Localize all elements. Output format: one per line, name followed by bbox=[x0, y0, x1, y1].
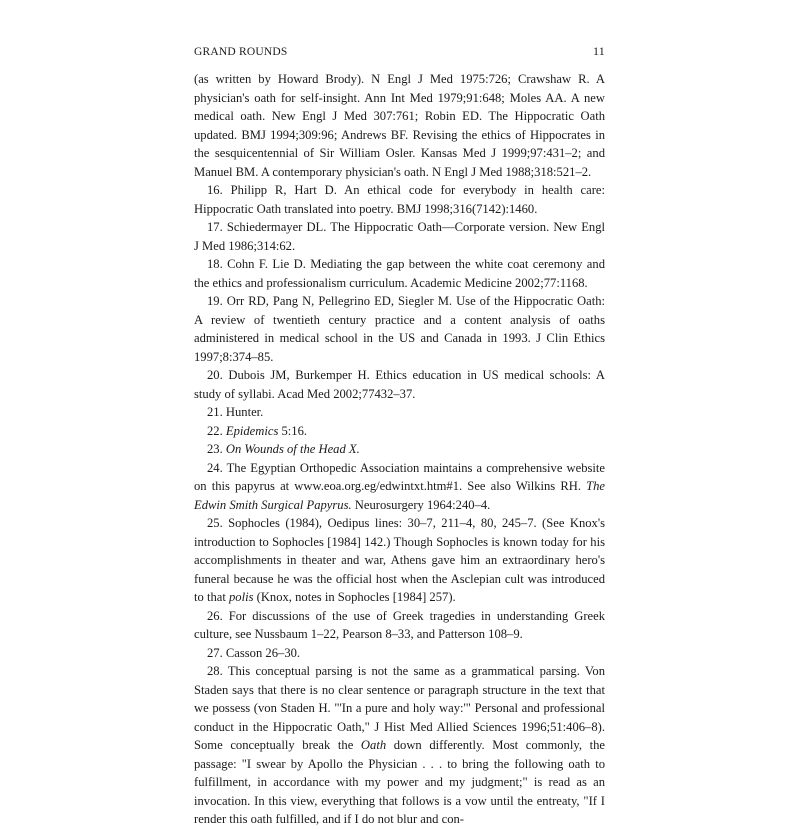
note-24-text-end: Neurosurgery 1964:240–4. bbox=[351, 497, 491, 512]
note-22-text: 5:16. bbox=[278, 423, 308, 438]
note-19: 19. Orr RD, Pang N, Pellegrino ED, Siegler M. Use of the Hippocratic Oath: A review of twentieth century practice and a content analysis of oaths administered in medical school in the US and Canada in 1993. J Clin Ethics 1997;8:374–85. bbox=[194, 294, 605, 364]
book-page bbox=[194, 44, 605, 829]
note-22-number: 22. bbox=[207, 423, 226, 438]
note-28 bbox=[194, 662, 605, 829]
note-24-text: 24. The Egyptian Orthopedic Association maintains a comprehensive website on this papyrus at www.eoa.org.eg/edwintxt.htm#1. See also Wilkins RH. bbox=[194, 460, 605, 493]
note-23 bbox=[194, 440, 605, 459]
running-title: GRAND ROUNDS bbox=[194, 46, 288, 58]
note-23-title: On Wounds of the Head X. bbox=[225, 442, 360, 456]
note-27: 27. Casson 26–30. bbox=[207, 645, 301, 660]
note-17: 17. Schiedermayer DL. The Hippocratic Oath—Corporate version. New Engl J Med 1986;314:62. bbox=[194, 220, 605, 253]
note-24 bbox=[194, 459, 605, 515]
note-28-text: 28. This conceptual parsing is not the same as a grammatical parsing. Von Staden says that there is no clear sentence or paragraph structure in the text that we possess (von Staden H. "'In a pure and holy way:'" Personal and professional conduct in the Hippocratic Oath," J Hist Med Allied Sciences 1996;51:406–8). Some conceptually break the bbox=[194, 664, 605, 752]
note-23-number: 23. bbox=[207, 442, 226, 456]
endnotes bbox=[194, 70, 605, 829]
note-18: 18. Cohn F. Lie D. Mediating the gap between the white coat ceremony and the ethics and professionalism curriculum. Academic Medicine 2002;77:1168. bbox=[194, 257, 605, 290]
note-continuation: (as written by Howard Brody). N Engl J Med 1975:726; Crawshaw R. A physician's oath for self-insight. Ann Int Med 1979;91:648; Moles AA. A new medical oath. New Engl J Med 307:761; Robin ED. The Hippocratic Oath updated. BMJ 1994;309:96; Andrews BF. Revising the ethics of Hippocrates in the sesquicentennial of Sir William Osler. Kansas Med J 1999;97:431–2; and Manuel BM. A contemporary physician's oath. N Engl J Med 1988;318:521–2. bbox=[194, 72, 605, 179]
note-22 bbox=[194, 422, 605, 441]
note-25 bbox=[194, 514, 605, 607]
note-21: 21. Hunter. bbox=[207, 405, 264, 419]
note-26: 26. For discussions of the use of Greek tragedies in understanding Greek culture, see Nussbaum 1–22, Pearson 8–33, and Patterson 108–9. bbox=[194, 608, 605, 641]
note-28-text-end: down differently. Most commonly, the passage: "I swear by Apollo the Physician . . . to bring the following oath to fulfillment, in accordance with my power and my judgment;" is read as an invocation. In this view, everything that follows is a vow until the entreaty, "If I render this oath fulfilled, and if I do not blur and con- bbox=[194, 738, 605, 826]
note-25-title: polis bbox=[228, 590, 254, 604]
note-20: 20. Dubois JM, Burkemper H. Ethics education in US medical schools: A study of syllabi. Acad Med 2002;77432–37. bbox=[194, 368, 605, 401]
note-24-title: The Edwin Smith Surgical Papyrus. bbox=[194, 479, 605, 512]
page-number: 11 bbox=[593, 44, 605, 58]
note-16: 16. Philipp R, Hart D. An ethical code for everybody in health care: Hippocratic Oath translated into poetry. BMJ 1998;316(7142):1460. bbox=[194, 183, 605, 216]
note-28-title: Oath bbox=[360, 738, 387, 752]
note-25-text: 25. Sophocles (1984), Oedipus lines: 30–7, 211–4, 80, 245–7. (See Knox's introduction to Sophocles [1984] 142.) Though Sophocles is known today for his accomplishments in theater and war, Athens gave him an extraordinary hero's funeral because he was the official host when the Asclepian cult was introduced to that bbox=[194, 516, 605, 604]
note-22-title: Epidemics bbox=[225, 423, 279, 438]
note-25-text-end: (Knox, notes in Sophocles [1984] 257). bbox=[253, 590, 456, 604]
running-header bbox=[194, 44, 605, 64]
